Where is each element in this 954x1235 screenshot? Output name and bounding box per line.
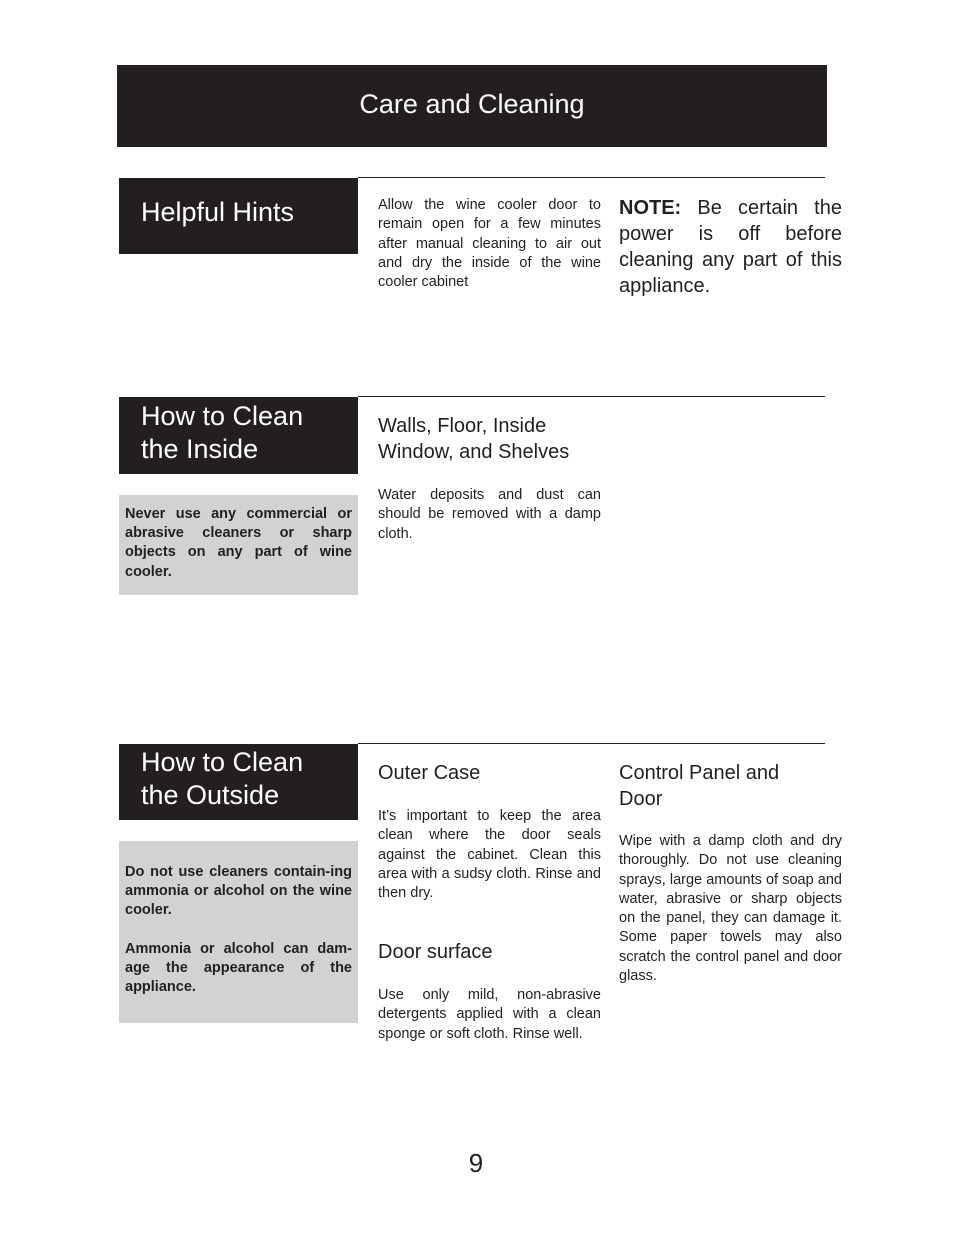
clean-outside-heading-line1: How to Clean: [141, 747, 304, 777]
page-title: Care and Cleaning: [359, 89, 585, 119]
control-panel-text: Wipe with a damp cloth and dry thoroughly. Do not use cleaning sprays, large amounts of soap and water, abrasive or sharp objects on the panel, they can damage it. Some paper towels may also scratch the control panel and door glass.: [619, 833, 842, 985]
walls-floor-subheading-line2: Window, and Shelves: [378, 440, 570, 463]
section-divider-inside: [358, 396, 825, 397]
walls-floor-subheading-line1: Walls, Floor, Inside: [378, 415, 547, 437]
clean-inside-heading-line2: the Inside: [141, 434, 259, 464]
page-number: 9: [468, 1148, 484, 1178]
helpful-hints-heading-block: [119, 178, 358, 254]
outer-case-heading: Outer Case: [378, 762, 481, 784]
note-text: Be certain the power is off before cleaning any part of this appliance.: [619, 197, 842, 297]
control-panel-heading-line2: Door: [619, 787, 663, 810]
note-label: NOTE:: [619, 197, 682, 219]
section-divider-outside: [358, 743, 825, 744]
outer-case-text: It’s important to keep the area clean where the door seals against the cabinet. Clean this area with a sudsy cloth. Rinse and then dry.: [378, 808, 601, 902]
section-divider-helpful-hints: [358, 177, 825, 178]
helpful-hints-text: Allow the wine cooler door to remain open for a few minutes after manual cleaning to air out and dry the inside of the wine cooler cabinet: [378, 197, 601, 291]
helpful-hints-note: [619, 195, 842, 299]
clean-inside-warning-box: [119, 495, 358, 595]
walls-floor-subheading: [378, 414, 608, 465]
clean-outside-warning-2: Ammonia or alcohol can dam-age the appearance of the appliance.: [125, 940, 352, 996]
control-panel-heading: [619, 761, 842, 812]
clean-inside-heading-line1: How to Clean: [141, 401, 304, 431]
helpful-hints-heading: Helpful Hints: [141, 197, 295, 227]
clean-outside-heading-line2: the Outside: [141, 780, 280, 810]
control-panel-heading-line1: Control Panel and: [619, 762, 780, 784]
clean-outside-heading-block: [119, 744, 358, 820]
clean-inside-heading-block: [119, 397, 358, 474]
clean-outside-warning-1: Do not use cleaners contain-ing ammonia or alcohol on the wine cooler.: [125, 864, 352, 919]
door-surface-text: Use only mild, non-abrasive detergents applied with a clean sponge or soft cloth. Rinse well.: [378, 987, 601, 1042]
door-surface-heading: Door surface: [378, 941, 493, 963]
title-banner: [117, 65, 827, 147]
clean-outside-warning-box: [119, 841, 358, 1023]
clean-inside-warning: Never use any commercial or abrasive cleaners or sharp objects on any part of wine cooler.: [125, 506, 352, 580]
walls-floor-text: Water deposits and dust can should be removed with a damp cloth.: [378, 487, 601, 542]
